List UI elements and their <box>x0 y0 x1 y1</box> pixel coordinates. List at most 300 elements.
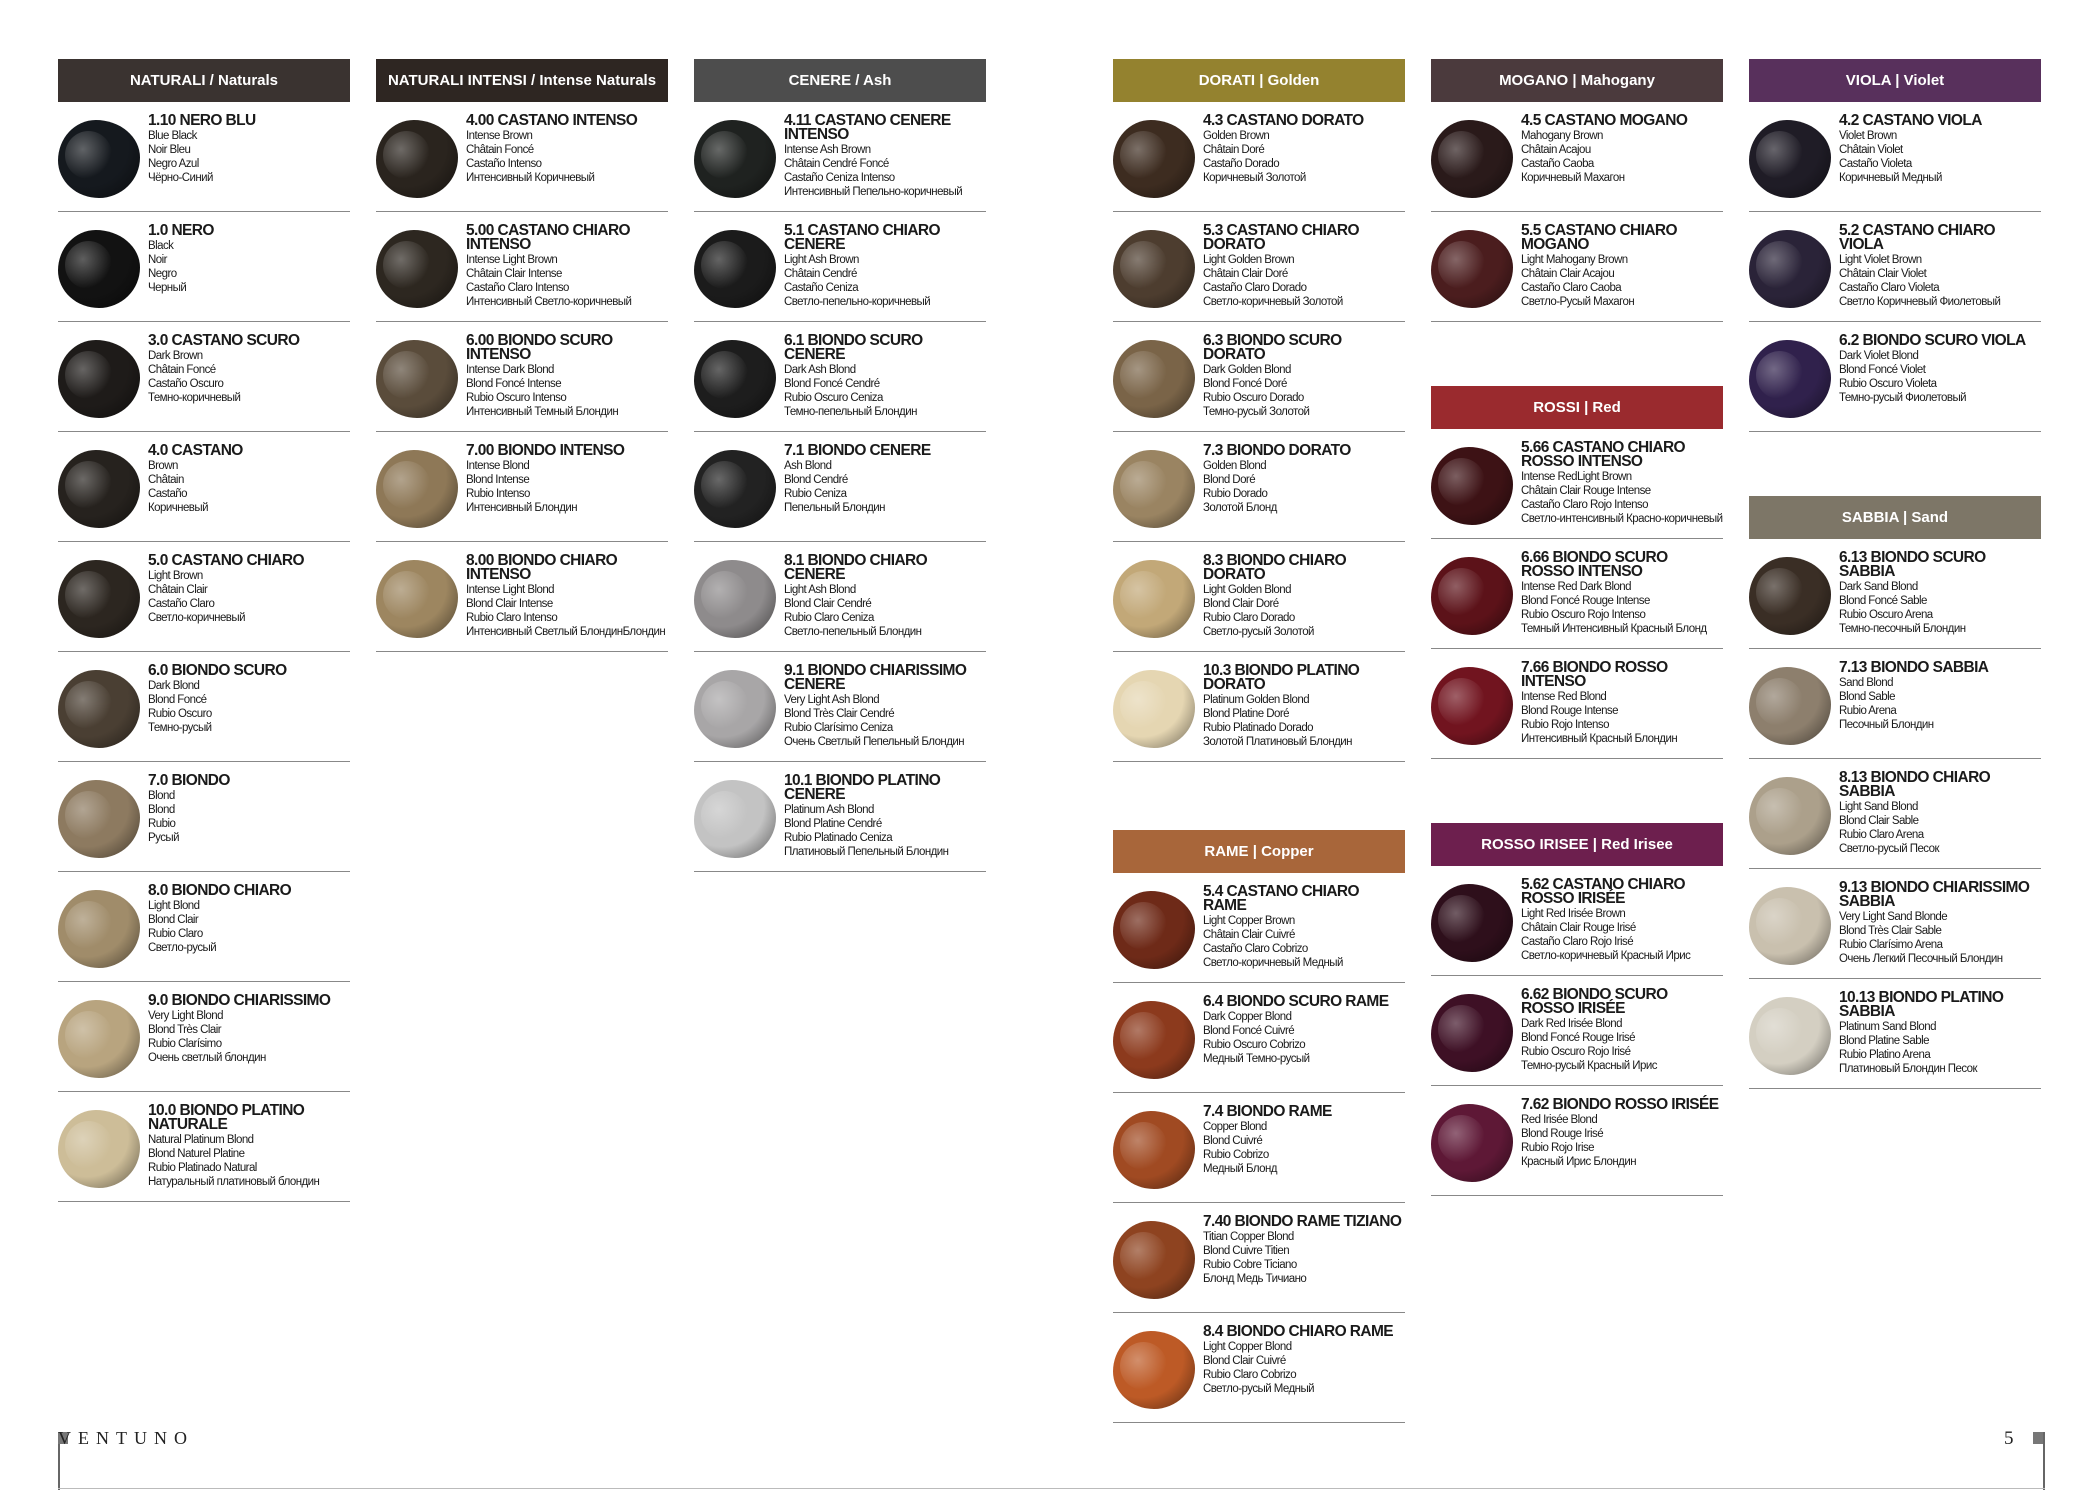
shade-translation: Rubio Oscuro <box>148 708 212 720</box>
shade-translation: Blond Foncé Violet <box>1839 364 1926 376</box>
color-shade-item <box>1431 539 1723 649</box>
shade-translation: Rubio Claro Dorado <box>1203 612 1295 624</box>
shade-translation: Blond Foncé Rouge Irisé <box>1521 1032 1635 1044</box>
hair-swatch <box>58 560 140 638</box>
shade-name: 8.00 BIONDO CHIARO INTENSO <box>466 552 618 583</box>
color-shade-item <box>376 542 668 652</box>
shade-translation: Blond Clair Cuivré <box>1203 1355 1286 1367</box>
shade-translation: Медный Темно-русый <box>1203 1053 1310 1065</box>
shade-translation: Rubio Dorado <box>1203 488 1268 500</box>
shade-translation: Золотой Блонд <box>1203 502 1277 514</box>
shade-translation: Blond Platine Cendré <box>784 818 882 830</box>
shade-translation: Интенсивный Блондин <box>466 502 578 514</box>
shade-translation: Платиновый Пепельный Блондин <box>784 846 949 858</box>
shade-translation: Интенсивный Коричневый <box>466 172 595 184</box>
shade-translation: Castaño Claro <box>148 598 215 610</box>
section-header: CENERE / Ash <box>694 59 986 102</box>
shade-translation: Very Light Ash Blond <box>784 694 880 706</box>
hair-swatch <box>694 780 776 858</box>
color-shade-item <box>694 322 986 432</box>
color-shade-item <box>1749 869 2041 979</box>
shade-translation: Light Brown <box>148 570 203 582</box>
shade-translation: Rubio Cobre Ticiano <box>1203 1259 1297 1271</box>
shade-name: 3.0 CASTANO SCURO <box>148 332 300 349</box>
hair-swatch <box>376 230 458 308</box>
shade-translation: Rubio Oscuro Ceniza <box>784 392 883 404</box>
color-shade-item <box>1431 976 1723 1086</box>
shade-translation: Blond Foncé Sable <box>1839 595 1927 607</box>
shade-name: 6.13 BIONDO SCURO SABBIA <box>1839 549 1986 580</box>
shade-translation: Castaño Claro Rojo Irisé <box>1521 936 1634 948</box>
shade-name: 6.62 BIONDO SCURO ROSSO IRISÉE <box>1521 986 1668 1017</box>
hair-swatch <box>58 1110 140 1188</box>
section-header: RAME | Copper <box>1113 830 1405 873</box>
section-header: MOGANO | Mahogany <box>1431 59 1723 102</box>
shade-translation: Golden Blond <box>1203 460 1267 472</box>
color-shade-item <box>1113 102 1405 212</box>
shade-translation: Red Irisée Blond <box>1521 1114 1598 1126</box>
color-shade-item <box>694 212 986 322</box>
shade-translation: Коричневый Медный <box>1839 172 1942 184</box>
hair-swatch <box>1113 450 1195 528</box>
hair-swatch <box>376 120 458 198</box>
shade-translation: Темно-русый <box>148 722 212 734</box>
shade-translation: Blond <box>148 804 175 816</box>
color-shade-item <box>1431 649 1723 759</box>
shade-translation: Rubio Arena <box>1839 705 1897 717</box>
shade-translation: Песочный Блондин <box>1839 719 1934 731</box>
color-shade-item <box>1113 1093 1405 1203</box>
shade-translation: Очень Легкий Песочный Блондин <box>1839 953 2003 965</box>
hair-swatch <box>1749 557 1831 635</box>
shade-translation: Castaño Claro Dorado <box>1203 282 1307 294</box>
column-violet-sand <box>1749 59 2041 1089</box>
color-shade-item <box>58 212 350 322</box>
shade-name: 10.13 BIONDO PLATINO SABBIA <box>1839 989 2004 1020</box>
hair-swatch <box>1431 447 1513 525</box>
shade-translation: Светло-русый <box>148 942 217 954</box>
shade-translation: Темно-пепельный Блондин <box>784 406 917 418</box>
shade-translation: Rubio Intenso <box>466 488 530 500</box>
shade-name: 5.00 CASTANO CHIARO INTENSO <box>466 222 631 253</box>
shade-translation: Красный Ирис Блондин <box>1521 1156 1636 1168</box>
color-shade-item <box>1113 432 1405 542</box>
shade-translation: Châtain Doré <box>1203 144 1265 156</box>
shade-translation: Blond Clair Intense <box>466 598 553 610</box>
hair-swatch <box>58 1000 140 1078</box>
shade-name: 8.0 BIONDO CHIARO <box>148 882 292 899</box>
shade-translation: Sand Blond <box>1839 677 1893 689</box>
shade-translation: Light Mahogany Brown <box>1521 254 1628 266</box>
shade-translation: Blond Platine Sable <box>1839 1035 1929 1047</box>
shade-translation: Châtain Clair Intense <box>466 268 562 280</box>
shade-translation: Темно-коричневый <box>148 392 241 404</box>
hair-swatch <box>1749 120 1831 198</box>
shade-translation: Platinum Golden Blond <box>1203 694 1310 706</box>
hair-swatch <box>58 670 140 748</box>
color-shade-item <box>58 432 350 542</box>
shade-translation: Natural Platinum Blond <box>148 1134 254 1146</box>
shade-translation: Châtain Cendré Foncé <box>784 158 889 170</box>
brand-logo-text: VENTUNO <box>58 1428 194 1448</box>
color-shade-item <box>694 762 986 872</box>
shade-translation: Châtain Clair Acajou <box>1521 268 1615 280</box>
shade-translation: Golden Brown <box>1203 130 1270 142</box>
shade-translation: Rubio Clarísimo Arena <box>1839 939 1943 951</box>
shade-translation: Rubio Rojo Irise <box>1521 1142 1595 1154</box>
shade-translation: Castaño Intenso <box>466 158 542 170</box>
hair-swatch <box>1113 1111 1195 1189</box>
shade-translation: Black <box>148 240 174 252</box>
shade-translation: Copper Blond <box>1203 1121 1267 1133</box>
shade-translation: Blond <box>148 790 175 802</box>
hair-swatch <box>1749 667 1831 745</box>
shade-translation: Интенсивный Красный Блондин <box>1521 733 1678 745</box>
hair-swatch <box>1749 777 1831 855</box>
hair-swatch <box>1431 120 1513 198</box>
color-shade-item <box>1113 322 1405 432</box>
color-shade-item <box>1113 652 1405 762</box>
shade-translation: Castaño Claro Rojo Intenso <box>1521 499 1648 511</box>
shade-translation: Rubio Cobrizo <box>1203 1149 1269 1161</box>
hair-swatch <box>376 340 458 418</box>
shade-name: 6.4 BIONDO SCURO RAME <box>1203 993 1389 1010</box>
shade-translation: Очень Светлый Пепельный Блондин <box>784 736 965 748</box>
shade-name: 5.3 CASTANO CHIARO DORATO <box>1203 222 1359 253</box>
shade-name: 5.0 CASTANO CHIARO <box>148 552 304 569</box>
color-shade-item <box>694 542 986 652</box>
shade-translation: Blond Cendré <box>784 474 848 486</box>
shade-translation: Rubio Platino Arena <box>1839 1049 1931 1061</box>
color-shade-item <box>1431 1086 1723 1196</box>
shade-name: 8.13 BIONDO CHIARO SABBIA <box>1839 769 1991 800</box>
shade-translation: Blond Sable <box>1839 691 1895 703</box>
shade-name: 5.2 CASTANO CHIARO VIOLA <box>1839 222 1995 253</box>
hair-swatch <box>1113 120 1195 198</box>
shade-translation: Blond Très Clair Cendré <box>784 708 895 720</box>
color-shade-item <box>376 212 668 322</box>
shade-translation: Intense Light Brown <box>466 254 558 266</box>
color-shade-item <box>1431 429 1723 539</box>
hair-swatch <box>1113 340 1195 418</box>
shade-translation: Светло-коричневый Красный Ирис <box>1521 950 1691 962</box>
shade-translation: Blond Clair Cendré <box>784 598 872 610</box>
shade-translation: Светло-русый Медный <box>1203 1383 1315 1395</box>
shade-translation: Castaño Ceniza <box>784 282 859 294</box>
shade-translation: Черный <box>148 282 187 294</box>
section-header: DORATI | Golden <box>1113 59 1405 102</box>
column-ash <box>694 59 986 872</box>
shade-translation: Светло-русый Песок <box>1839 843 1939 855</box>
hair-swatch <box>1113 670 1195 748</box>
color-shade-item <box>376 432 668 542</box>
shade-translation: Châtain Foncé <box>466 144 534 156</box>
shade-translation: Blond Intense <box>466 474 530 486</box>
shade-translation: Светло-интенсивный Красно-коричневый <box>1521 513 1723 525</box>
shade-translation: Very Light Blond <box>148 1010 223 1022</box>
color-shade-item <box>1431 102 1723 212</box>
shade-translation: Castaño Caoba <box>1521 158 1594 170</box>
shade-name: 9.13 BIONDO CHIARISSIMO SABBIA <box>1839 879 2030 910</box>
shade-translation: Rubio Ceniza <box>784 488 847 500</box>
shade-translation: Коричневый <box>148 502 208 514</box>
shade-translation: Intense RedLight Brown <box>1521 471 1632 483</box>
shade-translation: Темно-русый Фиолетовый <box>1839 392 1967 404</box>
shade-translation: Titian Copper Blond <box>1203 1231 1294 1243</box>
color-shade-item <box>58 762 350 872</box>
shade-name: 10.3 BIONDO PLATINO DORATO <box>1203 662 1360 693</box>
color-shade-item <box>1113 1203 1405 1313</box>
shade-name: 8.4 BIONDO CHIARO RAME <box>1203 1323 1394 1340</box>
shade-name: 5.5 CASTANO CHIARO MOGANO <box>1521 222 1677 253</box>
shade-translation: Intense Dark Blond <box>466 364 554 376</box>
shade-translation: Blond Foncé Doré <box>1203 378 1287 390</box>
shade-translation: Светло-коричневый <box>148 612 245 624</box>
shade-translation: Intense Red Dark Blond <box>1521 581 1631 593</box>
shade-translation: Blond Foncé Intense <box>466 378 562 390</box>
shade-name: 4.11 CASTANO CENERE INTENSO <box>784 112 951 143</box>
shade-translation: Castaño Oscuro <box>148 378 224 390</box>
shade-translation: Светло-пепельно-коричневый <box>784 296 931 308</box>
shade-name: 4.5 CASTANO MOGANO <box>1521 112 1688 129</box>
shade-translation: Châtain Acajou <box>1521 144 1591 156</box>
shade-translation: Интенсивный Темный Блондин <box>466 406 619 418</box>
shade-translation: Интенсивный Пепельно-коричневый <box>784 186 963 198</box>
shade-translation: Интенсивный Светлый БлондинБлондин <box>466 626 666 638</box>
hair-swatch <box>1431 1104 1513 1182</box>
shade-translation: Очень светлый блондин <box>148 1052 266 1064</box>
shade-name: 7.1 BIONDO CENERE <box>784 442 931 459</box>
color-shade-item <box>1749 212 2041 322</box>
shade-translation: Dark Copper Blond <box>1203 1011 1292 1023</box>
shade-translation: Châtain Cendré <box>784 268 857 280</box>
color-shade-item <box>694 432 986 542</box>
shade-translation: Blond Cuivré <box>1203 1135 1263 1147</box>
shade-translation: Пепельный Блондин <box>784 502 885 514</box>
shade-name: 7.13 BIONDO SABBIA <box>1839 659 1989 676</box>
shade-name: 7.40 BIONDO RAME TIZIANO <box>1203 1213 1402 1230</box>
shade-name: 6.66 BIONDO SCURO ROSSO INTENSO <box>1521 549 1668 580</box>
shade-translation: Blond Cuivre Titien <box>1203 1245 1290 1257</box>
section-header: NATURALI / Naturals <box>58 59 350 102</box>
shade-translation: Blond Platine Doré <box>1203 708 1289 720</box>
color-shade-item <box>1431 866 1723 976</box>
hair-swatch <box>58 890 140 968</box>
shade-translation: Light Ash Blond <box>784 584 856 596</box>
shade-name: 5.66 CASTANO CHIARO ROSSO INTENSO <box>1521 439 1686 470</box>
color-shade-item <box>1113 212 1405 322</box>
shade-translation: Castaño Claro Cobrizo <box>1203 943 1308 955</box>
shade-translation: Intense Light Blond <box>466 584 555 596</box>
color-shade-item <box>58 1092 350 1202</box>
color-shade-item <box>58 102 350 212</box>
shade-translation: Blond Clair Doré <box>1203 598 1279 610</box>
shade-translation: Dark Sand Blond <box>1839 581 1918 593</box>
shade-translation: Blond Foncé Rouge Intense <box>1521 595 1650 607</box>
color-shade-item <box>694 102 986 212</box>
shade-translation: Rubio Clarísimo <box>148 1038 222 1050</box>
color-shade-item <box>1749 979 2041 1089</box>
shade-translation: Светло-Русый Махагон <box>1521 296 1635 308</box>
shade-translation: Castaño Dorado <box>1203 158 1280 170</box>
hair-swatch <box>694 230 776 308</box>
shade-translation: Noir Bleu <box>148 144 191 156</box>
shade-translation: Rubio Claro Cobrizo <box>1203 1369 1297 1381</box>
color-shade-item <box>58 542 350 652</box>
shade-translation: Castaño Ceniza Intenso <box>784 172 895 184</box>
shade-translation: Brown <box>148 460 178 472</box>
shade-translation: Rubio Oscuro Dorado <box>1203 392 1304 404</box>
hair-swatch <box>1431 230 1513 308</box>
shade-translation: Dark Ash Blond <box>784 364 856 376</box>
shade-translation: Русый <box>148 832 179 844</box>
shade-translation: Negro Azul <box>148 158 199 170</box>
shade-name: 6.1 BIONDO SCURO CENERE <box>784 332 923 363</box>
hair-swatch <box>1431 667 1513 745</box>
shade-name: 10.1 BIONDO PLATINO CENERE <box>784 772 941 803</box>
shade-translation: Светло-коричневый Золотой <box>1203 296 1343 308</box>
shade-translation: Blond Doré <box>1203 474 1256 486</box>
shade-name: 7.3 BIONDO DORATO <box>1203 442 1351 459</box>
hair-swatch <box>694 450 776 528</box>
shade-translation: Châtain Clair Cuivré <box>1203 929 1295 941</box>
hair-swatch <box>1431 884 1513 962</box>
column-naturals <box>58 59 350 1202</box>
shade-translation: Блонд Медь Тичиано <box>1203 1273 1307 1285</box>
shade-translation: Châtain <box>148 474 184 486</box>
hair-swatch <box>1431 994 1513 1072</box>
shade-translation: Platinum Sand Blond <box>1839 1021 1936 1033</box>
shade-translation: Blond Foncé Cendré <box>784 378 880 390</box>
shade-translation: Blue Black <box>148 130 197 142</box>
shade-name: 7.62 BIONDO ROSSO IRISÉE <box>1521 1096 1719 1113</box>
shade-translation: Коричневый Махагон <box>1521 172 1625 184</box>
hair-swatch <box>694 670 776 748</box>
shade-translation: Blond Naturel Platine <box>148 1148 245 1160</box>
shade-translation: Rubio Oscuro Rojo Irisé <box>1521 1046 1631 1058</box>
shade-name: 8.3 BIONDO CHIARO DORATO <box>1203 552 1347 583</box>
color-shade-item <box>1749 102 2041 212</box>
shade-translation: Dark Brown <box>148 350 203 362</box>
color-shade-item <box>694 652 986 762</box>
shade-translation: Темно-русый Красный Ирис <box>1521 1060 1657 1072</box>
shade-translation: Rubio Oscuro Rojo Intenso <box>1521 609 1646 621</box>
shade-translation: Blond Très Clair <box>148 1024 222 1036</box>
section-header: ROSSO IRISEE | Red Irisee <box>1431 823 1723 866</box>
shade-translation: Light Golden Brown <box>1203 254 1295 266</box>
hair-swatch <box>694 120 776 198</box>
shade-name: 7.00 BIONDO INTENSO <box>466 442 625 459</box>
shade-translation: Rubio Claro <box>148 928 203 940</box>
shade-translation: Blond Très Clair Sable <box>1839 925 1942 937</box>
shade-translation: Светло Коричневый Фиолетовый <box>1839 296 2001 308</box>
color-shade-item <box>1113 1313 1405 1423</box>
shade-translation: Rubio Platinado Natural <box>148 1162 257 1174</box>
shade-translation: Rubio Claro Intenso <box>466 612 558 624</box>
shade-translation: Châtain Clair Rouge Irisé <box>1521 922 1636 934</box>
hair-swatch <box>376 450 458 528</box>
shade-translation: Rubio Oscuro Cobrizo <box>1203 1039 1306 1051</box>
shade-name: 6.2 BIONDO SCURO VIOLA <box>1839 332 2026 349</box>
hair-swatch <box>58 450 140 528</box>
hair-swatch <box>58 340 140 418</box>
shade-translation: Mahogany Brown <box>1521 130 1603 142</box>
shade-translation: Rubio Rojo Intenso <box>1521 719 1609 731</box>
color-shade-item <box>1113 542 1405 652</box>
hair-swatch <box>1113 1331 1195 1409</box>
color-shade-item <box>1749 539 2041 649</box>
shade-name: 1.10 NERO BLU <box>148 112 256 129</box>
shade-name: 7.0 BIONDO <box>148 772 230 789</box>
shade-translation: Violet Brown <box>1839 130 1897 142</box>
shade-translation: Blond Clair Sable <box>1839 815 1919 827</box>
shade-translation: Light Copper Brown <box>1203 915 1295 927</box>
color-shade-item <box>1749 649 2041 759</box>
shade-translation: Light Ash Brown <box>784 254 859 266</box>
right-page-marker <box>2043 1432 2045 1490</box>
column-mahogany-red-irisee <box>1431 59 1723 1196</box>
shade-translation: Blond Foncé <box>148 694 207 706</box>
shade-translation: Rubio Oscuro Violeta <box>1839 378 1937 390</box>
shade-translation: Light Red Irisée Brown <box>1521 908 1626 920</box>
shade-translation: Dark Violet Blond <box>1839 350 1919 362</box>
shade-name: 8.1 BIONDO CHIARO CENERE <box>784 552 928 583</box>
shade-translation: Very Light Sand Blonde <box>1839 911 1948 923</box>
shade-translation: Rubio Platinado Ceniza <box>784 832 893 844</box>
shade-translation: Золотой Платиновый Блондин <box>1203 736 1352 748</box>
shade-translation: Светло-русый Золотой <box>1203 626 1314 638</box>
shade-translation: Blond Foncé Cuivré <box>1203 1025 1295 1037</box>
shade-translation: Castaño Violeta <box>1839 158 1912 170</box>
shade-translation: Медный Блонд <box>1203 1163 1277 1175</box>
shade-translation: Dark Blond <box>148 680 200 692</box>
shade-translation: Темно-песочный Блондин <box>1839 623 1966 635</box>
shade-translation: Light Copper Blond <box>1203 1341 1292 1353</box>
shade-name: 7.66 BIONDO ROSSO INTENSO <box>1521 659 1668 690</box>
shade-translation: Castaño Claro Caoba <box>1521 282 1622 294</box>
shade-translation: Dark Red Irisée Blond <box>1521 1018 1622 1030</box>
color-shade-item <box>58 322 350 432</box>
shade-name: 5.1 CASTANO CHIARO CENERE <box>784 222 940 253</box>
hair-swatch <box>58 230 140 308</box>
shade-translation: Negro <box>148 268 177 280</box>
shade-name: 4.2 CASTANO VIOLA <box>1839 112 1982 129</box>
shade-translation: Интенсивный Светло-коричневый <box>466 296 632 308</box>
shade-translation: Châtain Violet <box>1839 144 1903 156</box>
color-shade-item <box>376 102 668 212</box>
color-shade-item <box>1749 322 2041 432</box>
color-shade-item <box>1749 759 2041 869</box>
hair-swatch <box>376 560 458 638</box>
hair-swatch <box>1113 1001 1195 1079</box>
hair-swatch <box>1431 557 1513 635</box>
shade-translation: Platinum Ash Blond <box>784 804 874 816</box>
shade-translation: Темно-русый Золотой <box>1203 406 1310 418</box>
bottom-rule <box>58 1488 2045 1489</box>
shade-translation: Intense Red Blond <box>1521 691 1607 703</box>
shade-translation: Ash Blond <box>784 460 832 472</box>
shade-translation: Чёрно-Синий <box>148 172 213 184</box>
shade-translation: Châtain Clair Doré <box>1203 268 1288 280</box>
shade-translation: Light Sand Blond <box>1839 801 1918 813</box>
shade-translation: Темный Интенсивный Красный Блонд <box>1521 623 1707 635</box>
shade-translation: Rubio Platinado Dorado <box>1203 722 1314 734</box>
shade-translation: Платиновый Блондин Песок <box>1839 1063 1978 1075</box>
hair-swatch <box>1749 230 1831 308</box>
shade-translation: Light Blond <box>148 900 200 912</box>
section-header: NATURALI INTENSI / Intense Naturals <box>376 59 668 102</box>
color-shade-item <box>58 982 350 1092</box>
